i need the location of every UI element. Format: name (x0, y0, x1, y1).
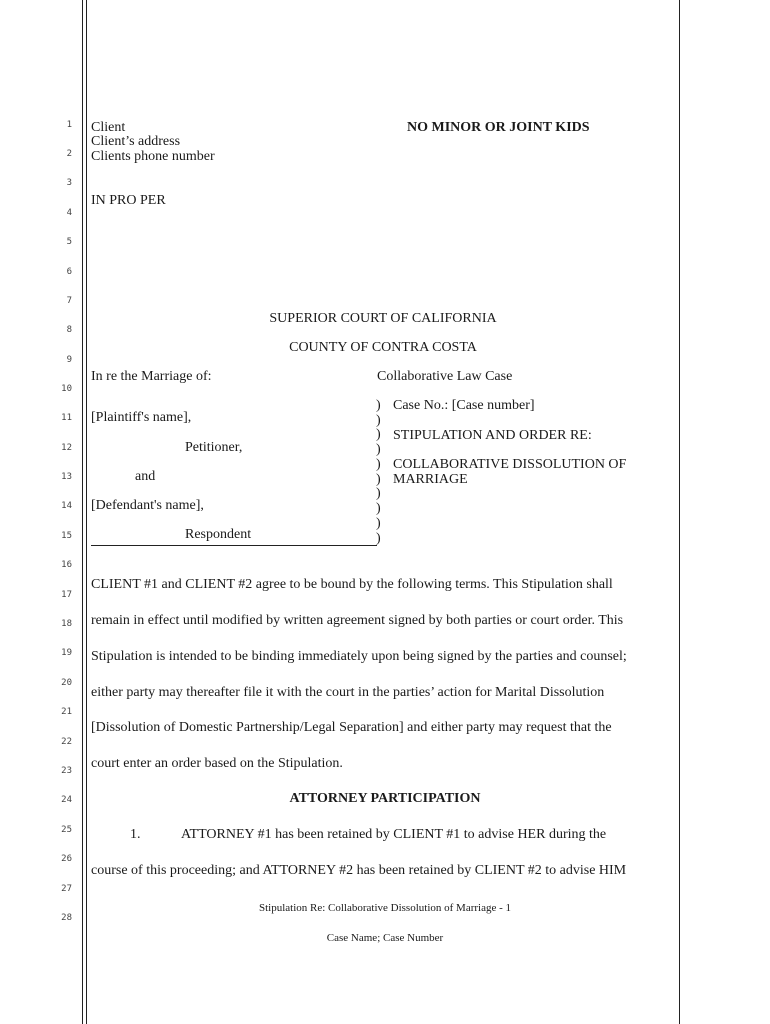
line-numbers (0, 0, 72, 1024)
line-number: 14 (61, 501, 72, 511)
caption-paren: ) (376, 413, 381, 428)
line-number: 2 (66, 149, 72, 159)
caption-paren: ) (376, 501, 381, 516)
caption-paren: ) (376, 427, 381, 442)
caption-paren: ) (376, 472, 381, 487)
court-county: COUNTY OF CONTRA COSTA (289, 340, 477, 355)
court-name: SUPERIOR COURT OF CALIFORNIA (269, 311, 497, 326)
line-number: 9 (66, 355, 72, 365)
caption-respondent-label: Respondent (185, 527, 252, 542)
caption-plaintiff: [Plaintiff's name], (91, 410, 192, 425)
caption-paren: ) (376, 398, 381, 413)
caption-and: and (135, 469, 156, 484)
caption-document-title-line-1: STIPULATION AND ORDER RE: (393, 428, 592, 443)
line-number: 17 (61, 590, 72, 600)
line-number: 18 (61, 619, 72, 629)
caption-document-title-line-2: COLLABORATIVE DISSOLUTION OF (393, 457, 627, 472)
item-text-line-1: ATTORNEY #1 has been retained by CLIENT #1 to advise HER during the (181, 827, 607, 842)
caption-paren: ) (376, 516, 381, 531)
line-number: 15 (61, 531, 72, 541)
line-number: 24 (61, 795, 72, 805)
line-number: 8 (66, 325, 72, 335)
line-number: 28 (61, 913, 72, 923)
caption-paren: ) (376, 531, 381, 546)
line-number: 26 (61, 854, 72, 864)
client-phone: Clients phone number (91, 149, 215, 164)
caption-paren: ) (376, 486, 381, 501)
body-line: either party may thereafter file it with the court in the parties’ action for Marital Dissolution (91, 685, 605, 700)
footer-case: Case Name; Case Number (326, 932, 444, 944)
line-number: 27 (61, 884, 72, 894)
line-number: 25 (61, 825, 72, 835)
client-name: Client (91, 120, 126, 135)
client-address: Client’s address (91, 134, 181, 149)
body-line: remain in effect until modified by written agreement signed by both parties or court order. This (91, 613, 624, 628)
line-number: 3 (66, 178, 72, 188)
footer-title: Stipulation Re: Collaborative Dissolution of Marriage - 1 (258, 902, 512, 914)
left-margin-rule-outer (82, 0, 83, 1024)
caption-underline (91, 545, 377, 546)
caption-paren: ) (376, 442, 381, 457)
caption-case-number: Case No.: [Case number] (393, 398, 535, 413)
caption-paren: ) (376, 457, 381, 472)
line-number: 13 (61, 472, 72, 482)
section-heading: ATTORNEY PARTICIPATION (289, 791, 481, 806)
line-number: 7 (66, 296, 72, 306)
line-number: 6 (66, 267, 72, 277)
body-line: court enter an order based on the Stipulation. (91, 756, 343, 771)
notice-heading: NO MINOR OR JOINT KIDS (407, 120, 590, 135)
body-line: Stipulation is intended to be binding immediately upon being signed by the parties and counsel; (91, 649, 627, 664)
line-number: 10 (61, 384, 72, 394)
item-text-line-2: course of this proceeding; and ATTORNEY #2 has been retained by CLIENT #2 to advise HIM (91, 863, 627, 878)
line-number: 19 (61, 648, 72, 658)
line-number: 22 (61, 737, 72, 747)
line-number: 11 (61, 413, 72, 423)
line-number: 16 (61, 560, 72, 570)
line-number: 1 (66, 120, 72, 130)
in-pro-per-label: IN PRO PER (91, 193, 166, 208)
caption-petitioner-label: Petitioner, (185, 440, 243, 455)
line-number: 12 (61, 443, 72, 453)
caption-right-rule (679, 398, 680, 546)
line-number: 4 (66, 208, 72, 218)
line-number: 21 (61, 707, 72, 717)
body-line: CLIENT #1 and CLIENT #2 agree to be bound by the following terms. This Stipulation shall (91, 577, 613, 592)
line-number: 20 (61, 678, 72, 688)
left-margin-rule-inner (86, 0, 87, 1024)
line-number: 5 (66, 237, 72, 247)
caption-matter: In re the Marriage of: (91, 369, 212, 384)
line-number: 23 (61, 766, 72, 776)
caption-defendant: [Defendant's name], (91, 498, 204, 513)
caption-case-type: Collaborative Law Case (377, 369, 513, 384)
body-line: [Dissolution of Domestic Partnership/Legal Separation] and either party may request that the (91, 720, 612, 735)
item-number: 1. (130, 827, 141, 842)
caption-document-title-line-3: MARRIAGE (393, 472, 468, 487)
